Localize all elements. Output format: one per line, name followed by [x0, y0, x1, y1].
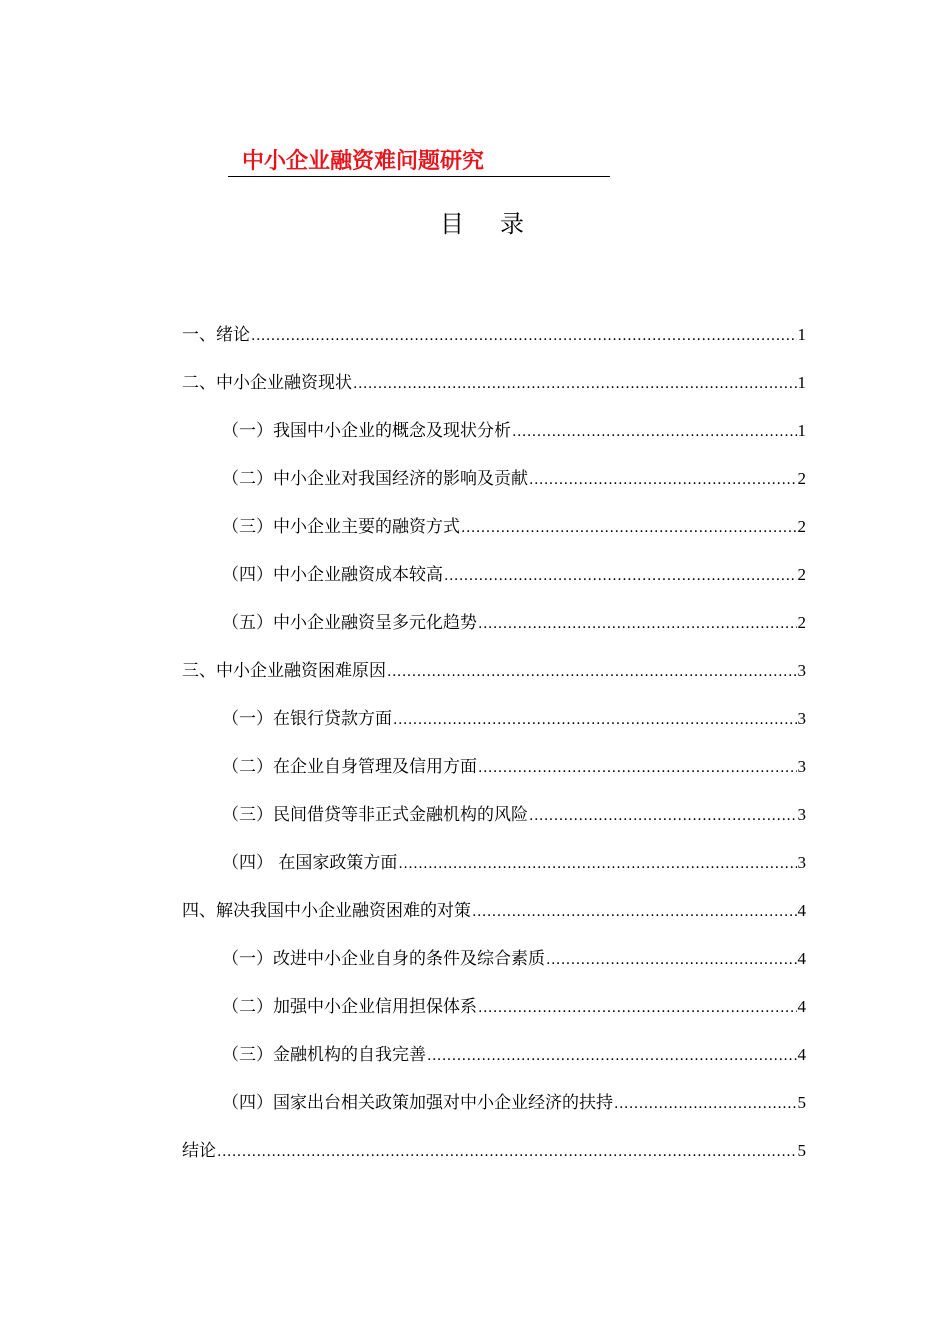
- toc-entry-page-number: 3: [797, 709, 806, 728]
- toc-entry-label: 结论: [182, 1141, 216, 1161]
- toc-entry-page-number: 4: [797, 901, 806, 920]
- toc-entry-label: （三）中小企业主要的融资方式: [222, 517, 460, 537]
- toc-entry[interactable]: [182, 512, 806, 560]
- toc-entry-page-number: 3: [797, 661, 806, 680]
- toc-entry-page-number: 2: [797, 469, 806, 488]
- toc-dot-leader: [478, 753, 797, 783]
- toc-entry-label: 二、中小企业融资现状: [182, 373, 352, 393]
- toc-entry[interactable]: [182, 944, 806, 992]
- toc-entry[interactable]: [182, 1136, 806, 1184]
- toc-entry-label: （二）在企业自身管理及信用方面: [222, 757, 477, 777]
- toc-entry-page-number: 1: [797, 325, 806, 344]
- toc-entry-page-number: 2: [797, 517, 806, 536]
- toc-entry[interactable]: [182, 896, 806, 944]
- toc-entry[interactable]: [182, 1040, 806, 1088]
- toc-entry-label: （三）金融机构的自我完善: [222, 1045, 426, 1065]
- toc-entry-page-number: 4: [797, 949, 806, 968]
- toc-dot-leader: [387, 657, 797, 687]
- toc-entry-page-number: 2: [797, 613, 806, 632]
- toc-entry-label: 一、绪论: [182, 325, 250, 345]
- toc-entry[interactable]: [182, 800, 806, 848]
- toc-dot-leader: [478, 993, 797, 1023]
- toc-entry-page-number: 5: [797, 1093, 806, 1112]
- toc-entry[interactable]: [182, 848, 806, 896]
- toc-dot-leader: [217, 1137, 797, 1167]
- toc-entry[interactable]: [182, 368, 806, 416]
- toc-entry-label: 四、解决我国中小企业融资困难的对策: [182, 901, 471, 921]
- toc-entry[interactable]: [182, 752, 806, 800]
- toc-dot-leader: [614, 1089, 797, 1119]
- toc-entry-label: （一）我国中小企业的概念及现状分析: [222, 421, 511, 441]
- toc-dot-leader: [478, 609, 797, 639]
- toc-dot-leader: [398, 849, 796, 879]
- document-title: 中小企业融资难问题研究: [242, 148, 485, 174]
- toc-heading: 目录: [440, 210, 560, 238]
- toc-dot-leader: [427, 1041, 797, 1071]
- toc-entry-page-number: 3: [797, 853, 806, 872]
- toc-entry-page-number: 3: [797, 757, 806, 776]
- toc-dot-leader: [251, 321, 797, 351]
- toc-dot-leader: [461, 513, 797, 543]
- toc-dot-leader: [529, 465, 797, 495]
- toc-entry-label: （一）在银行贷款方面: [222, 709, 392, 729]
- toc-entry-page-number: 5: [797, 1141, 806, 1160]
- toc-entry-label: 三、中小企业融资困难原因: [182, 661, 386, 681]
- toc-entry[interactable]: [182, 416, 806, 464]
- toc-entry-page-number: 1: [797, 421, 806, 440]
- toc-entry[interactable]: [182, 992, 806, 1040]
- toc-entry[interactable]: [182, 560, 806, 608]
- toc-entry[interactable]: [182, 320, 806, 368]
- toc-entry[interactable]: [182, 704, 806, 752]
- document-title-underline: [228, 146, 610, 177]
- toc-entry-page-number: 1: [797, 373, 806, 392]
- table-of-contents: [182, 320, 806, 1184]
- toc-dot-leader: [472, 897, 797, 927]
- toc-dot-leader: [512, 417, 797, 447]
- toc-entry[interactable]: [182, 1088, 806, 1136]
- toc-entry-page-number: 3: [797, 805, 806, 824]
- toc-dot-leader: [444, 561, 797, 591]
- toc-dot-leader: [529, 801, 797, 831]
- toc-entry-label: （四）国家出台相关政策加强对中小企业经济的扶持: [222, 1093, 613, 1113]
- toc-entry-label: （二）加强中小企业信用担保体系: [222, 997, 477, 1017]
- toc-dot-leader: [546, 945, 797, 975]
- toc-entry-label: （一）改进中小企业自身的条件及综合素质: [222, 949, 545, 969]
- toc-entry-page-number: 2: [797, 565, 806, 584]
- toc-entry[interactable]: [182, 608, 806, 656]
- toc-entry-label: （三）民间借贷等非正式金融机构的风险: [222, 805, 528, 825]
- toc-entry-page-number: 4: [797, 997, 806, 1016]
- toc-entry-label: （五）中小企业融资呈多元化趋势: [222, 613, 477, 633]
- toc-entry-label: （四） 在国家政策方面: [222, 853, 398, 873]
- toc-dot-leader: [353, 369, 797, 399]
- toc-entry-page-number: 4: [797, 1045, 806, 1064]
- toc-entry[interactable]: [182, 464, 806, 512]
- toc-entry-label: （二）中小企业对我国经济的影响及贡献: [222, 469, 528, 489]
- toc-entry-label: （四）中小企业融资成本较高: [222, 565, 443, 585]
- toc-dot-leader: [393, 705, 797, 735]
- toc-entry[interactable]: [182, 656, 806, 704]
